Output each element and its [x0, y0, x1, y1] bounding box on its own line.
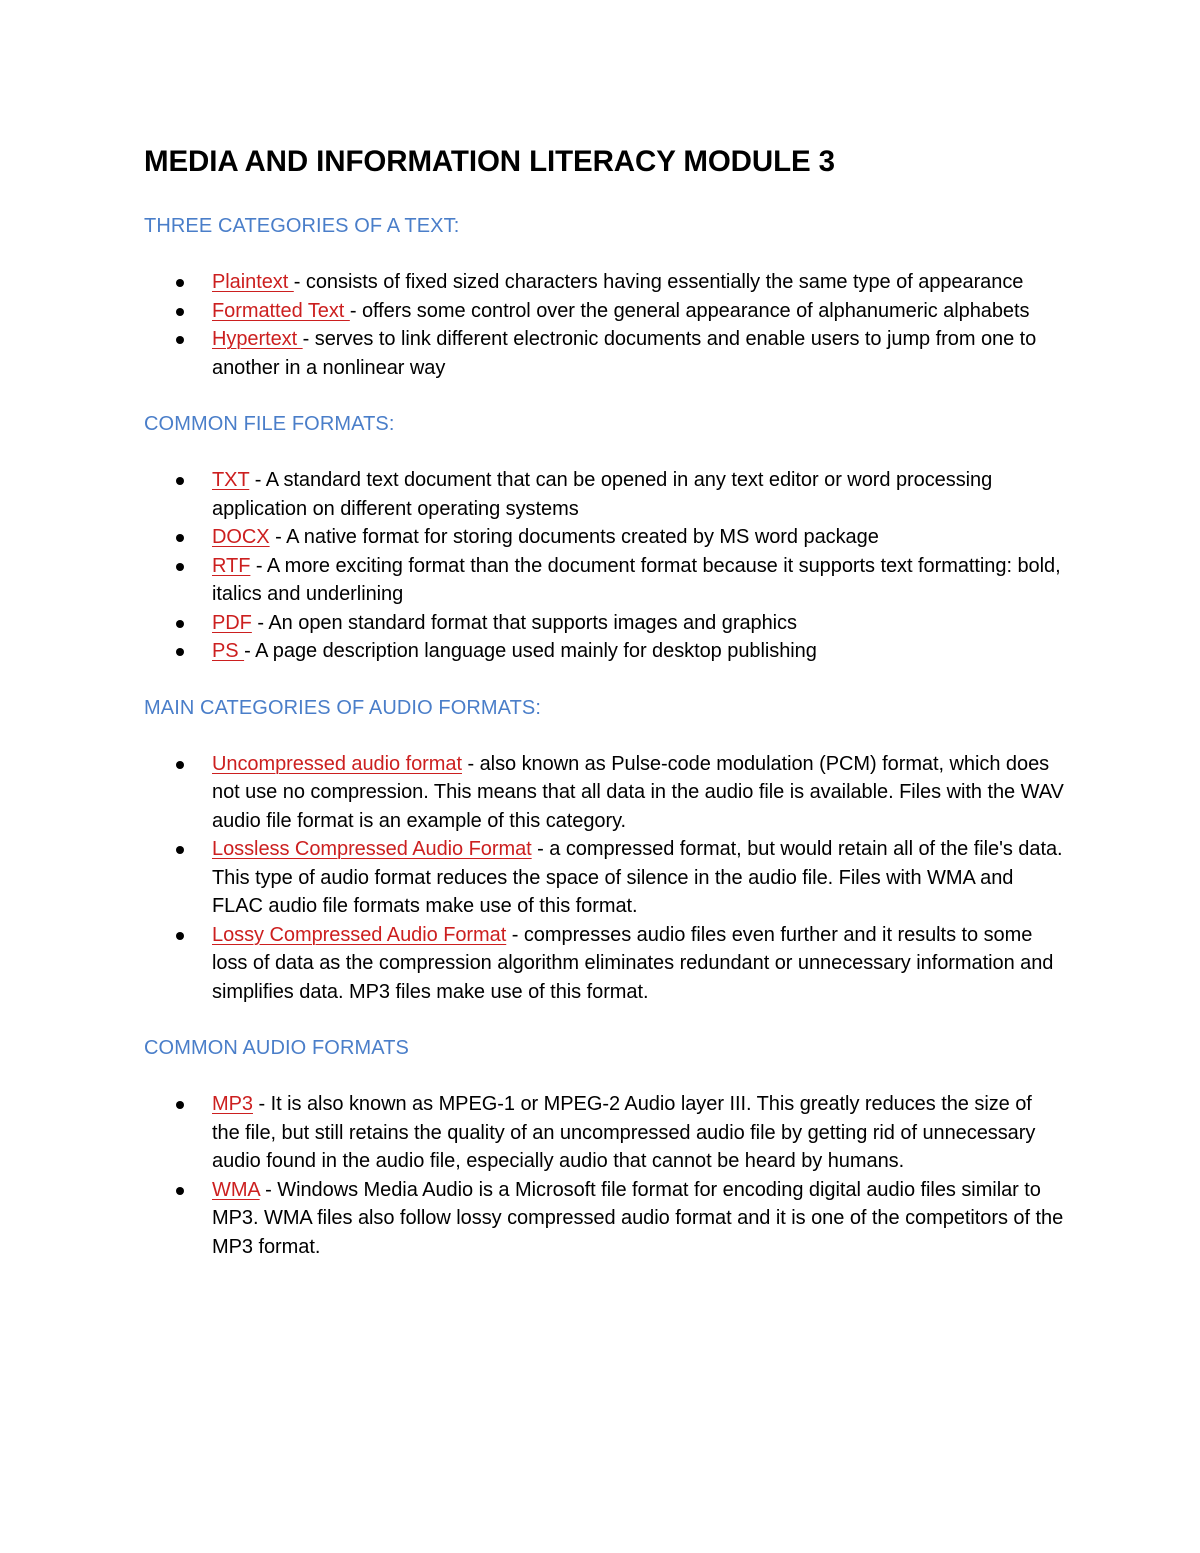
bullet-icon	[176, 534, 184, 542]
list-item	[144, 835, 1064, 921]
bullet-icon	[176, 336, 184, 344]
list-item	[144, 325, 1064, 382]
term-lossless-audio: Lossless Compressed Audio Format	[212, 838, 532, 860]
term-txt: TXT	[212, 469, 250, 491]
list-item	[144, 637, 1064, 666]
list-item	[144, 268, 1064, 297]
item-description: - A native format for storing documents created by MS word package	[269, 526, 879, 548]
list-item	[144, 297, 1064, 326]
item-description: - It is also known as MPEG-1 or MPEG-2 Audio layer III. This greatly reduces the size of the file, but still retains the quality of an uncompressed audio file by getting rid of unnecessary audio found in the audio file, especially audio that cannot be heard by humans.	[212, 1093, 1036, 1172]
text-categories-list	[144, 268, 1064, 382]
term-lossy-audio: Lossy Compressed Audio Format	[212, 923, 507, 946]
section-heading-text-categories: THREE CATEGORIES OF A TEXT:	[144, 215, 460, 237]
list-item	[144, 609, 1064, 638]
section-heading-file-formats: COMMON FILE FORMATS:	[144, 413, 395, 435]
item-description: - A page description language used mainly for desktop publishing	[244, 640, 817, 662]
bullet-icon	[176, 308, 184, 316]
term-ps: PS	[212, 640, 245, 662]
bullet-icon	[176, 1101, 184, 1109]
list-item	[144, 466, 1064, 523]
list-item	[144, 1176, 1064, 1262]
audio-formats-list	[144, 1090, 1064, 1261]
item-description: - offers some control over the general appearance of alphanumeric alphabets	[349, 299, 1030, 322]
document-page	[144, 140, 1064, 1289]
document-title: MEDIA AND INFORMATION LITERACY MODULE 3	[144, 145, 835, 178]
item-description: - a compressed format, but would retain all of the file's data. This type of audio format reduces the space of silence in the audio file. Files with WMA and FLAC audio file formats make use of this format.	[212, 838, 1063, 917]
list-item	[144, 523, 1064, 552]
item-description: - compresses audio files even further and it results to some loss of data as the compression algorithm eliminates redundant or unnecessary information and simplifies data. MP3 files make use of this format.	[212, 923, 1054, 1003]
term-hypertext: Hypertext	[212, 328, 303, 350]
list-item	[144, 1090, 1064, 1176]
section-heading-audio-categories: MAIN CATEGORIES OF AUDIO FORMATS:	[144, 696, 542, 719]
list-item	[144, 921, 1064, 1007]
bullet-icon	[176, 932, 184, 940]
bullet-icon	[176, 1187, 184, 1195]
item-description: - consists of fixed sized characters having essentially the same type of appearance	[293, 271, 1024, 293]
term-formatted-text: Formatted Text	[212, 299, 350, 322]
bullet-icon	[176, 846, 184, 854]
term-pdf: PDF	[212, 611, 252, 634]
term-mp3: MP3	[212, 1093, 253, 1115]
audio-categories-list	[144, 750, 1064, 1007]
item-description: - An open standard format that supports images and graphics	[251, 611, 797, 634]
bullet-icon	[176, 761, 184, 769]
item-description: - A standard text document that can be opened in any text editor or word processing application on different operating systems	[212, 469, 993, 520]
item-description: - also known as Pulse-code modulation (PCM) format, which does not use no compression. This means that all data in the audio file is available. Files with the WAV audio file format is an example of this category.	[212, 752, 1064, 832]
bullet-icon	[176, 563, 184, 571]
item-description: - A more exciting format than the document format because it supports text formatting: bold, italics and underlining	[212, 554, 1061, 605]
list-item	[144, 750, 1064, 836]
bullet-icon	[176, 648, 184, 656]
bullet-icon	[176, 620, 184, 628]
term-uncompressed-audio: Uncompressed audio format	[212, 752, 462, 775]
bullet-icon	[176, 477, 184, 485]
item-description: - Windows Media Audio is a Microsoft file format for encoding digital audio files similar to MP3. WMA files also follow lossy compressed audio format and it is one of the competitors of the MP3 format.	[212, 1178, 1064, 1258]
section-heading-audio-formats: COMMON AUDIO FORMATS	[144, 1037, 409, 1059]
term-rtf: RTF	[212, 554, 251, 577]
list-item	[144, 552, 1064, 609]
term-plaintext: Plaintext	[212, 271, 294, 293]
bullet-icon	[176, 279, 184, 287]
term-docx: DOCX	[212, 526, 270, 548]
item-description: - serves to link different electronic documents and enable users to jump from one to another in a nonlinear way	[212, 328, 1037, 379]
file-formats-list	[144, 466, 1064, 666]
term-wma: WMA	[212, 1178, 260, 1201]
